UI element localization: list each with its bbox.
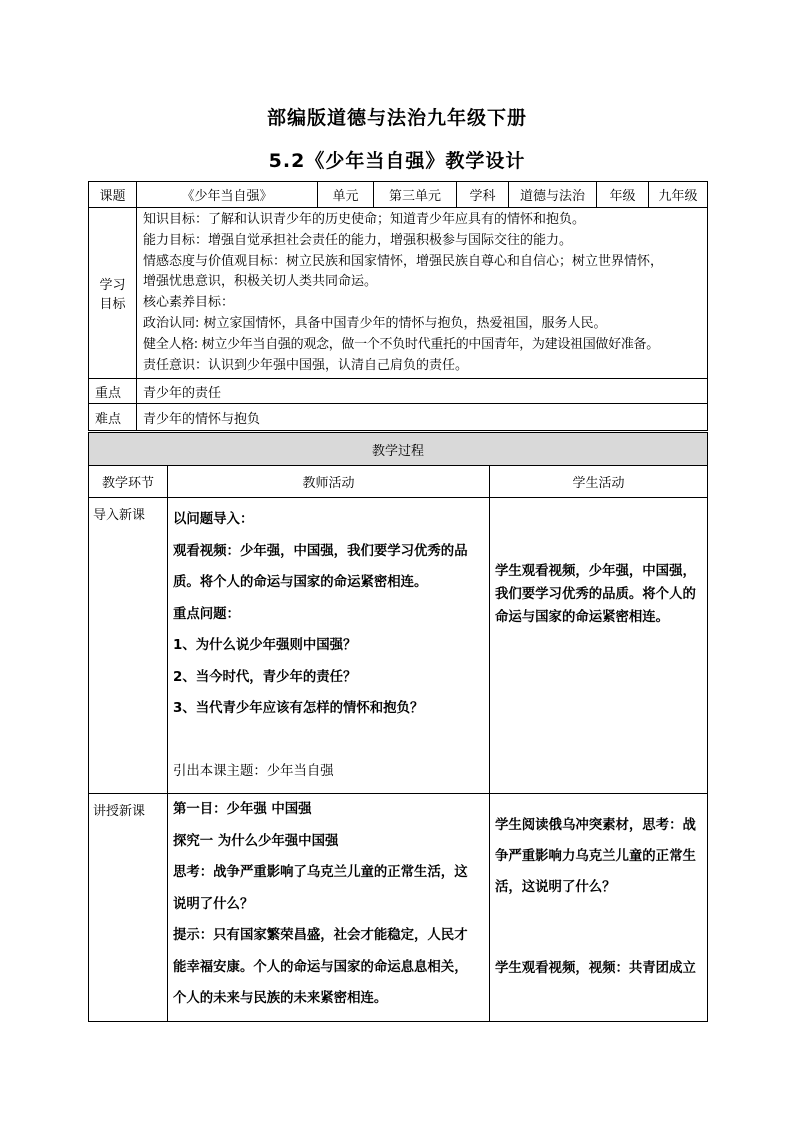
- topic-label: 课题: [89, 182, 137, 208]
- goal-line: 政治认同: 树立家国情怀，具备中国青少年的情怀与抱负，热爱祖国，服务人民。: [143, 315, 607, 331]
- goal-line: 增强忧患意识，积极关切人类共同命运。: [143, 274, 378, 290]
- column-header-row: [89, 466, 708, 498]
- goals-label-line2: 目标: [99, 297, 126, 313]
- teacher-line: 说明了什么？: [173, 896, 254, 912]
- stage-column-header: 教学环节: [89, 466, 168, 498]
- intro-row: [89, 498, 708, 794]
- info-row: [89, 182, 708, 208]
- student-text: 学生阅读俄乌冲突素材，思考：战争严重影响力乌克兰儿童的正常生活，这说明了什么？: [495, 818, 696, 895]
- unit-value: 第三单元: [374, 182, 457, 208]
- document-subtitle: 5.2《少年当自强》教学设计: [268, 150, 526, 172]
- goal-line: 能力目标：增强自觉承担社会责任的能力，增强积极参与国际交往的能力。: [143, 232, 573, 248]
- teacher-line: 以问题导入：: [173, 512, 254, 527]
- teacher-activity-lecture: [168, 794, 490, 1022]
- teacher-activity-intro: [168, 498, 490, 794]
- unit-label: 单元: [318, 182, 374, 208]
- teacher-line: 重点问题：: [173, 606, 240, 622]
- teacher-line: 个人的未来与民族的未来紧密相连。: [173, 991, 388, 1006]
- key-point-label: 重点: [89, 379, 137, 404]
- grade-value: 九年级: [649, 182, 708, 208]
- difficulty-label: 难点: [89, 404, 137, 431]
- lecture-row: [89, 794, 708, 1022]
- goal-line: 情感态度与价值观目标：树立民族和国家情怀，增强民族自尊心和自信心；树立世界情怀，: [143, 253, 664, 269]
- stage-intro: 导入新课: [89, 498, 168, 794]
- student-column-header: 学生活动: [490, 466, 708, 498]
- student-activity-lecture: [490, 794, 708, 1022]
- goals-row: [89, 208, 708, 379]
- document-title: 部编版道德与法治九年级下册: [266, 107, 527, 129]
- teacher-line: [173, 725, 483, 756]
- teacher-line: 提示：只有国家繁荣昌盛，社会才能稳定，人民才: [173, 928, 468, 943]
- difficulty-row: [89, 404, 708, 431]
- stage-lecture: 讲授新课: [89, 794, 168, 1022]
- goal-line: 知识目标：了解和认识青少年的历史使命；知道青少年应具有的情怀和抱负。: [143, 212, 586, 227]
- key-point-text: 青少年的责任: [137, 379, 708, 404]
- goals-content: [137, 208, 708, 379]
- teacher-line: 思考：战争严重影响了乌克兰儿童的正常生活，这: [173, 865, 468, 880]
- student-text: 学生观看视频，少年强，中国强，我们要学习优秀的品质。将个人的命运与国家的命运紧密相连。: [495, 564, 696, 625]
- teaching-process-table: [88, 432, 708, 1022]
- key-point-row: [89, 379, 708, 404]
- teacher-line-topic: 引出本课主题：少年当自强: [173, 763, 334, 779]
- teacher-line: 1、为什么说少年强则中国强？: [173, 638, 357, 653]
- process-header-row: [89, 433, 708, 466]
- subject-label: 学科: [457, 182, 509, 208]
- subject-value: 道德与法治: [509, 182, 597, 208]
- teacher-line: 能幸福安康。个人的命运与国家的命运息息相关，: [173, 959, 468, 975]
- student-text: 学生观看视频，视频：共青团成立: [495, 961, 696, 976]
- goals-label-line1: 学习: [99, 278, 126, 294]
- lesson-info-table: [88, 181, 708, 431]
- teacher-line: 第一目：少年强 中国强: [173, 802, 312, 817]
- goals-label: [89, 208, 137, 379]
- grade-label: 年级: [597, 182, 649, 208]
- goal-line: 核心素养目标：: [143, 295, 235, 311]
- difficulty-text: 青少年的情怀与抱负: [137, 404, 708, 431]
- teacher-line: 探究一 为什么少年强中国强: [173, 833, 339, 849]
- topic-value: 《少年当自强》: [137, 182, 318, 208]
- teacher-line: 观看视频：少年强，中国强，我们要学习优秀的品: [173, 543, 468, 559]
- teacher-line: 3、当代青少年应该有怎样的情怀和抱负？: [173, 701, 424, 716]
- teacher-column-header: 教师活动: [168, 466, 490, 498]
- process-header: 教学过程: [89, 433, 708, 466]
- teacher-line: 质。将个人的命运与国家的命运紧密相连。: [173, 575, 428, 590]
- teacher-line: 2、当今时代，青少年的责任？: [173, 669, 357, 685]
- goal-line: 责任意识：认识到少年强中国强，认清自己肩负的责任。: [143, 357, 469, 373]
- student-activity-intro: [490, 498, 708, 794]
- goal-line: 健全人格: 树立少年当自强的观念，做一个不负时代重托的中国青年，为建设祖国做好准备。: [143, 336, 659, 352]
